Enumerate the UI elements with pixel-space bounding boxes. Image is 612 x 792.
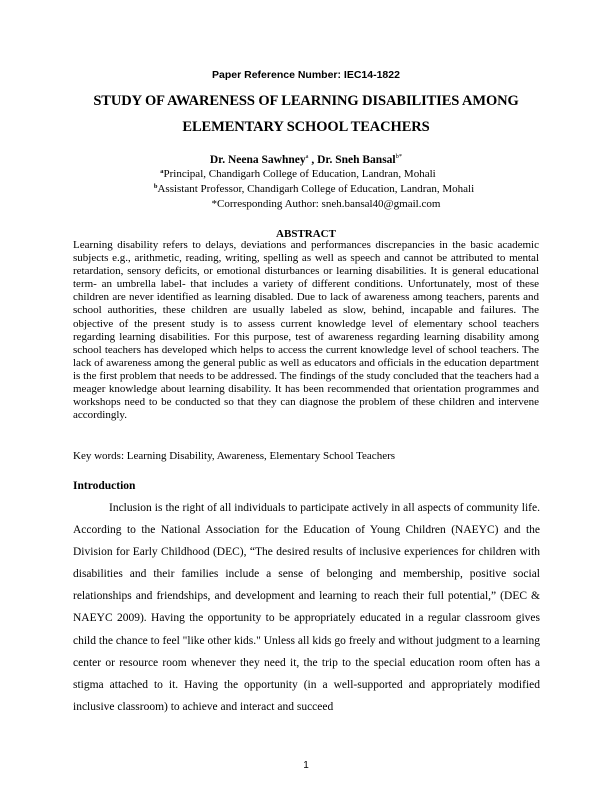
section-heading-introduction: Introduction <box>73 480 136 492</box>
author-superscript: b* <box>395 153 403 160</box>
affiliation-superscript: a <box>160 168 164 175</box>
author-name: Dr. Sneh Bansal <box>317 154 396 166</box>
corresponding-author-text: *Corresponding Author: sneh.bansal40@gmail.com <box>211 198 441 210</box>
paper-title-line-2: ELEMENTARY SCHOOL TEACHERS <box>182 119 430 135</box>
author-superscript: a <box>305 153 309 160</box>
paper-reference-number: Paper Reference Number: IEC14-1822 <box>212 69 400 81</box>
affiliation-text: Assistant Professor, Chandigarh College of Education, Landran, Mohali <box>157 183 475 195</box>
affiliation <box>0 168 604 180</box>
affiliation-text: Principal, Chandigarh College of Education, Landran, Mohali <box>163 168 436 180</box>
corresponding-author <box>20 198 612 210</box>
page-number: 1 <box>303 760 309 771</box>
abstract-text: Learning disability refers to delays, deviations and performances discrepancies in the basic academic subjects e.g., arithmetic, reading, writing, spelling as well as speech and cannot be attributed to mental retardation, sensory deficits, or emotional disturbances or learning disabilities. It is general educational term- an umbrella label- that includes a variety of different conditions. Unfortunately, most of these children are never identified as learning disabled. Due to lack of awareness among teachers, parents and school authorities, these children are usually labeled as slow, behind, incapable and failures. The objective of the present study is to assess current knowledge level of elementary school teachers regarding learning disabilities. For this purpose, test of awareness regarding learning disability among school teachers has developed which helps to access the current knowledge level of school teachers. The lack of awareness among the general public as well as educators and officials in the education department is the first problem that needs to be addressed. The findings of the study concluded that the teachers had a meager knowledge about learning disability. It has been recommended that orientation programmes and workshops need to be conducted so that they can diagnose the problem of these children and intervene accordingly. <box>73 239 539 422</box>
affiliation-superscript: b <box>153 183 158 190</box>
author-name: Dr. Neena Sawhney <box>209 154 306 166</box>
affiliation <box>8 183 612 195</box>
keywords: Key words: Learning Disability, Awareness, Elementary School Teachers <box>73 450 396 462</box>
paper-title-line-1: STUDY OF AWARENESS OF LEARNING DISABILITIES AMONG <box>93 93 519 109</box>
abstract-heading: ABSTRACT <box>276 228 336 240</box>
author-separator: , <box>308 154 318 166</box>
author-list <box>0 153 612 166</box>
introduction-paragraph: Inclusion is the right of all individuals to participate actively in all aspects of community life. According to the National Association for the Education of Young Children (NAEYC) and the Division for Early Childhood (DEC), “The desired results of inclusive experiences for children with disabilities and their families include a sense of belonging and membership, positive social relationships and friendships, and development and learning to reach their full potential,” (DEC & NAEYC 2009). Having the opportunity to be appropriately educated in a regular classroom gives child the chance to feel "like other kids." Unless all kids go freely and without judgment to a learning center or resource room whenever they need it, the trip to the special education room often has a stigma attached to it. Having the opportunity (in a well-supported and appropriately modified inclusive classroom) to achieve and interact and succeed <box>73 502 540 713</box>
